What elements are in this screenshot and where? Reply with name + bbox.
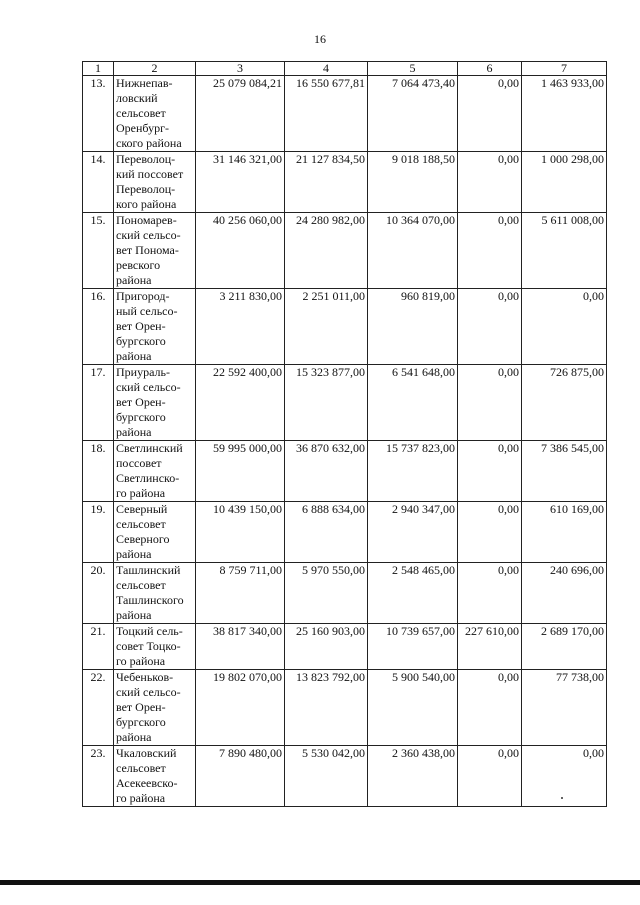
municipality-name-line: кого района (116, 197, 177, 211)
value-col-4: 5 530 042,00 (285, 746, 368, 807)
municipality-name-line: поссовет (116, 456, 162, 470)
value-col-6: 0,00 (458, 76, 522, 152)
value-col-5: 2 360 438,00 (368, 746, 458, 807)
value-col-3: 25 079 084,21 (196, 76, 285, 152)
row-number: 23. (83, 746, 114, 807)
municipality-name-line: сельсовет (116, 578, 166, 592)
municipality-name-line: Светлинско- (116, 471, 180, 485)
value-col-6: 0,00 (458, 670, 522, 746)
value-col-6: 0,00 (458, 746, 522, 807)
table-row (83, 152, 607, 213)
table-row (83, 670, 607, 746)
header-row (83, 62, 607, 76)
value-col-4: 2 251 011,00 (285, 289, 368, 365)
value-col-4: 5 970 550,00 (285, 563, 368, 624)
municipality-name-line: го района (116, 791, 166, 805)
value-col-4: 21 127 834,50 (285, 152, 368, 213)
value-col-4: 24 280 982,00 (285, 213, 368, 289)
value-col-5: 2 940 347,00 (368, 502, 458, 563)
row-number: 20. (83, 563, 114, 624)
page-number: 16 (314, 32, 326, 46)
municipality-name-line: вет Понома- (116, 243, 179, 257)
municipality-name-line: вет Орен- (116, 395, 166, 409)
municipality-name-line: Переволоц- (116, 152, 176, 166)
row-number: 15. (83, 213, 114, 289)
row-number: 13. (83, 76, 114, 152)
municipality-name-line: Северного (116, 532, 170, 546)
municipality-name-line: Переволоц- (116, 182, 176, 196)
bottom-rule (0, 880, 640, 885)
municipality-name (114, 441, 196, 502)
municipality-name-line: Пригород- (116, 289, 170, 303)
municipality-name-line: Чебеньков- (116, 670, 174, 684)
municipality-name (114, 76, 196, 152)
row-number: 22. (83, 670, 114, 746)
value-col-3: 38 817 340,00 (196, 624, 285, 670)
row-number: 16. (83, 289, 114, 365)
column-header: 1 (83, 62, 114, 76)
municipality-name-line: ский сельсо- (116, 685, 181, 699)
municipality-name (114, 563, 196, 624)
municipality-name-line: ный сельсо- (116, 304, 178, 318)
value-col-5: 15 737 823,00 (368, 441, 458, 502)
value-col-7: 0,00 (522, 289, 607, 365)
value-col-7: 1 463 933,00 (522, 76, 607, 152)
value-col-5: 10 364 070,00 (368, 213, 458, 289)
municipality-name-line: района (116, 547, 152, 561)
table-row (83, 365, 607, 441)
value-col-7: 7 386 545,00 (522, 441, 607, 502)
municipality-name-line: сельсовет (116, 517, 166, 531)
value-col-3: 40 256 060,00 (196, 213, 285, 289)
municipality-name-line: Ташлинского (116, 593, 184, 607)
stray-mark (561, 797, 563, 799)
value-col-6: 0,00 (458, 502, 522, 563)
value-col-3: 8 759 711,00 (196, 563, 285, 624)
table-body (83, 76, 607, 807)
value-col-7: 726 875,00 (522, 365, 607, 441)
value-col-6: 0,00 (458, 289, 522, 365)
value-col-4: 13 823 792,00 (285, 670, 368, 746)
value-col-6: 0,00 (458, 152, 522, 213)
municipality-name-line: ский сельсо- (116, 380, 181, 394)
value-col-7: 240 696,00 (522, 563, 607, 624)
table-row (83, 213, 607, 289)
value-col-7: 1 000 298,00 (522, 152, 607, 213)
table-row (83, 746, 607, 807)
row-number: 14. (83, 152, 114, 213)
column-header: 4 (285, 62, 368, 76)
value-col-4: 36 870 632,00 (285, 441, 368, 502)
municipality-name-line: района (116, 273, 152, 287)
municipality-name-line: кий поссовет (116, 167, 184, 181)
value-col-3: 59 995 000,00 (196, 441, 285, 502)
municipality-name-line: сельсовет (116, 106, 166, 120)
row-number: 21. (83, 624, 114, 670)
value-col-6: 227 610,00 (458, 624, 522, 670)
municipality-name-line: совет Тоцко- (116, 639, 181, 653)
value-col-7: 2 689 170,00 (522, 624, 607, 670)
municipality-name-line: вет Орен- (116, 700, 166, 714)
value-col-5: 960 819,00 (368, 289, 458, 365)
municipality-name-line: Тоцкий сель- (116, 624, 183, 638)
municipality-name-line: Оренбург- (116, 121, 169, 135)
municipality-name-line: го района (116, 654, 166, 668)
municipality-name-line: Асекеевско- (116, 776, 178, 790)
value-col-7: 610 169,00 (522, 502, 607, 563)
municipality-name (114, 213, 196, 289)
municipality-name-line: бургского (116, 410, 166, 424)
municipality-name-line: го района (116, 486, 166, 500)
value-col-5: 5 900 540,00 (368, 670, 458, 746)
municipality-name-line: Пономарев- (116, 213, 177, 227)
column-header: 2 (114, 62, 196, 76)
municipality-name-line: района (116, 730, 152, 744)
table-row (83, 563, 607, 624)
municipality-name-line: района (116, 608, 152, 622)
value-col-4: 25 160 903,00 (285, 624, 368, 670)
value-col-7: 77 738,00 (522, 670, 607, 746)
value-col-6: 0,00 (458, 563, 522, 624)
municipality-name-line: бургского (116, 715, 166, 729)
column-header: 3 (196, 62, 285, 76)
value-col-3: 19 802 070,00 (196, 670, 285, 746)
municipality-name-line: ловский (116, 91, 158, 105)
value-col-4: 16 550 677,81 (285, 76, 368, 152)
municipality-name (114, 624, 196, 670)
row-number: 19. (83, 502, 114, 563)
value-col-4: 15 323 877,00 (285, 365, 368, 441)
municipality-name-line: ревского (116, 258, 161, 272)
value-col-6: 0,00 (458, 441, 522, 502)
municipality-name-line: ский сельсо- (116, 228, 181, 242)
value-col-4: 6 888 634,00 (285, 502, 368, 563)
value-col-5: 10 739 657,00 (368, 624, 458, 670)
value-col-7: 5 611 008,00 (522, 213, 607, 289)
value-col-5: 7 064 473,40 (368, 76, 458, 152)
municipality-name-line: бургского (116, 334, 166, 348)
value-col-3: 31 146 321,00 (196, 152, 285, 213)
municipality-name (114, 365, 196, 441)
table-row (83, 502, 607, 563)
value-col-5: 6 541 648,00 (368, 365, 458, 441)
municipality-name-line: Северный (116, 502, 168, 516)
value-col-3: 7 890 480,00 (196, 746, 285, 807)
value-col-3: 10 439 150,00 (196, 502, 285, 563)
value-col-3: 22 592 400,00 (196, 365, 285, 441)
value-col-7: 0,00 (522, 746, 607, 807)
value-col-5: 9 018 188,50 (368, 152, 458, 213)
municipality-name-line: сельсовет (116, 761, 166, 775)
municipality-name-line: вет Орен- (116, 319, 166, 333)
column-header: 6 (458, 62, 522, 76)
table-row (83, 76, 607, 152)
municipality-name-line: Приураль- (116, 365, 170, 379)
value-col-6: 0,00 (458, 213, 522, 289)
value-col-5: 2 548 465,00 (368, 563, 458, 624)
column-header: 5 (368, 62, 458, 76)
municipality-name (114, 746, 196, 807)
column-header: 7 (522, 62, 607, 76)
municipality-name-line: Нижнепав- (116, 76, 173, 90)
table-row (83, 624, 607, 670)
table-row (83, 441, 607, 502)
municipality-name-line: ского района (116, 136, 182, 150)
municipality-name-line: Чкаловский (116, 746, 177, 760)
municipality-name-line: Ташлинский (116, 563, 181, 577)
municipality-name (114, 502, 196, 563)
row-number: 18. (83, 441, 114, 502)
municipality-name (114, 152, 196, 213)
municipality-name-line: района (116, 349, 152, 363)
budget-table (82, 61, 607, 807)
row-number: 17. (83, 365, 114, 441)
municipality-name (114, 670, 196, 746)
table-row (83, 289, 607, 365)
municipality-name-line: района (116, 425, 152, 439)
value-col-6: 0,00 (458, 365, 522, 441)
value-col-3: 3 211 830,00 (196, 289, 285, 365)
municipality-name-line: Светлинский (116, 441, 183, 455)
municipality-name (114, 289, 196, 365)
